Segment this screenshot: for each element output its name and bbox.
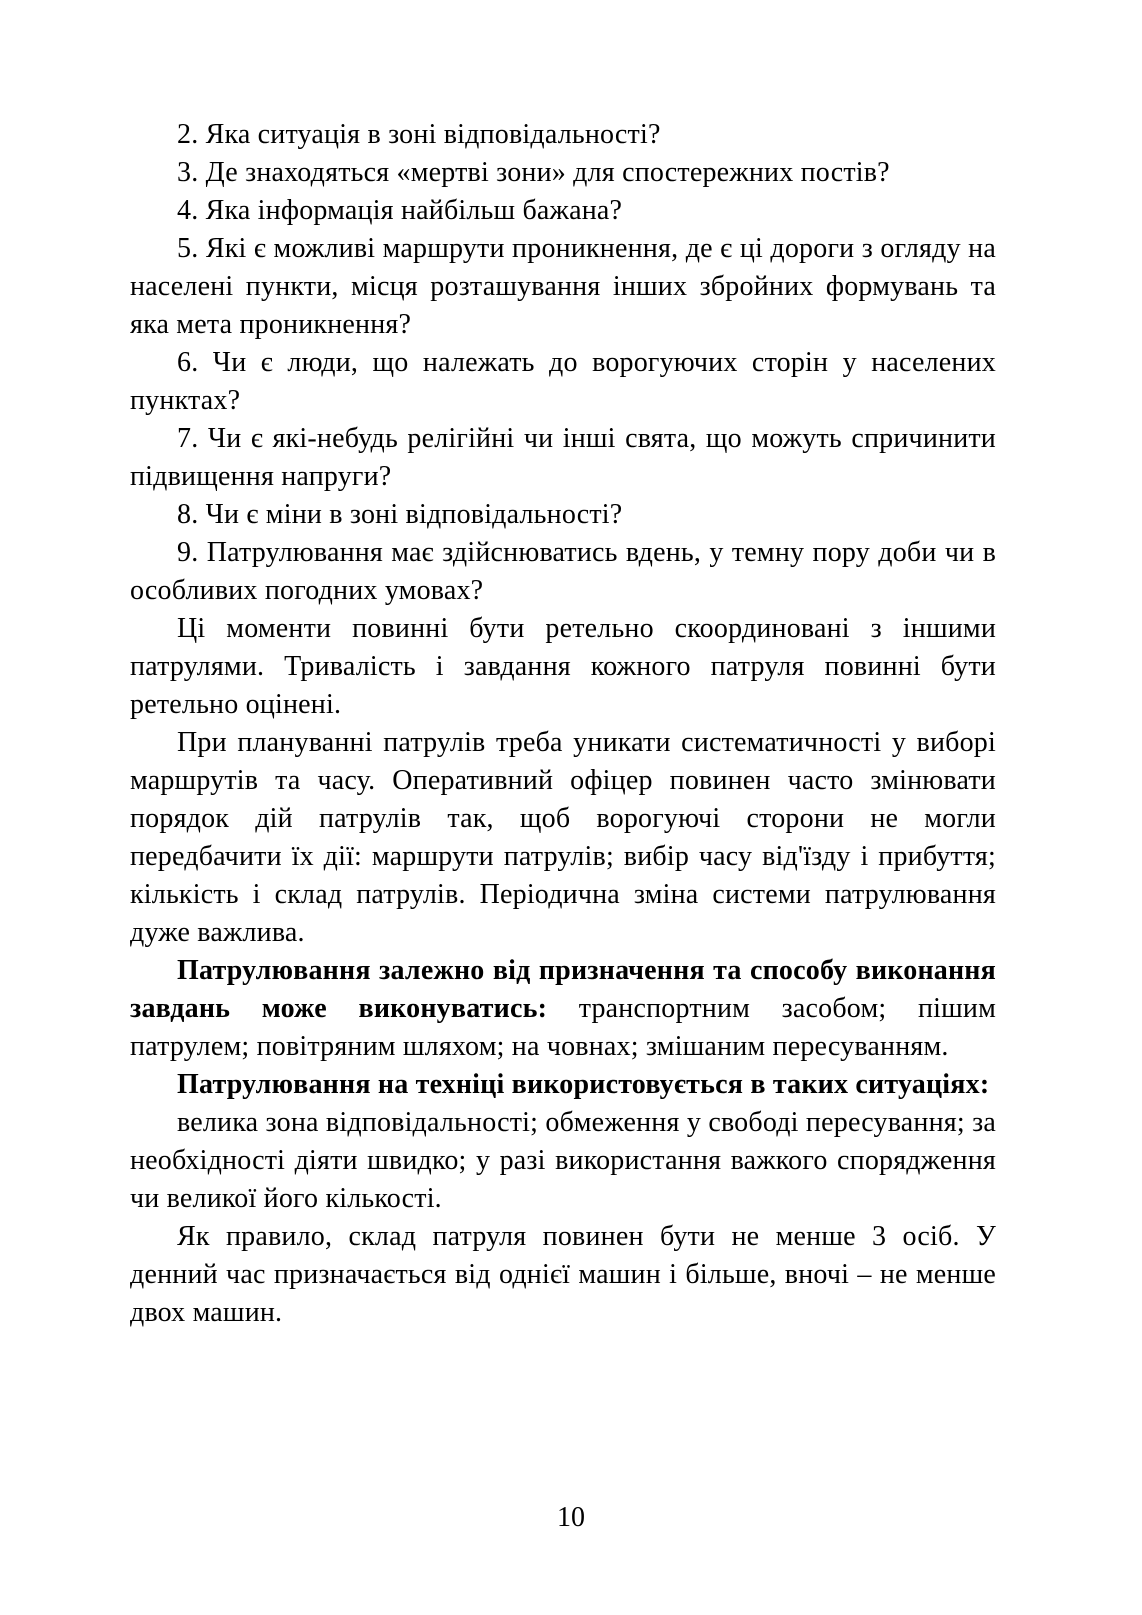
bold-text-run: Патрулювання на техніці використовується в таких ситуаціях: (177, 1069, 990, 1100)
paragraph (130, 154, 996, 192)
text-run: Ці моменти повинні бути ретельно скоординовані з іншими патрулями. Тривалість і завдання кожного патруля повинні бути ретельно оцінені. (130, 613, 996, 720)
text-run: При плануванні патрулів треба уникати систематичності у виборі маршрутів та часу. Оперативний офіцер повинен часто змінювати порядок дій патрулів так, щоб ворогуючі сторони не могли передбачити їх дії: маршрути патрулів; вибір часу від'їзду і прибуття; кількість і склад патрулів. Періодична зміна системи патрулювання дуже важлива. (130, 727, 996, 948)
paragraph (130, 344, 996, 420)
text-run: 2. Яка ситуація в зоні відповідальності? (177, 119, 661, 150)
paragraph (130, 610, 996, 724)
paragraph (130, 1104, 996, 1218)
text-run: 8. Чи є міни в зоні відповідальності? (177, 499, 623, 530)
text-run: 9. Патрулювання має здійснюватись вдень, у темну пору доби чи в особливих погодних умовах? (130, 537, 996, 606)
paragraph (130, 724, 996, 952)
text-run: велика зона відповідальності; обмеження у свободі пересування; за необхідності діяти швидко; у разі використання важкого спорядження чи великої його кількості. (130, 1107, 996, 1214)
paragraph (130, 534, 996, 610)
paragraph (130, 1218, 996, 1332)
paragraph (130, 116, 996, 154)
bold-text-run: Патрулювання залежно від призначення та способу виконання завдань може виконуватись: (130, 955, 996, 1024)
page-content (130, 116, 996, 1332)
text-run: 6. Чи є люди, що належать до ворогуючих сторін у населених пунктах? (130, 347, 996, 416)
text-run: 4. Яка інформація найбільш бажана? (177, 195, 623, 226)
text-run: Як правило, склад патруля повинен бути не менше 3 осіб. У денний час призначається від однієї машин і більше, вночі – не менше двох машин. (130, 1221, 996, 1328)
paragraph (130, 1066, 996, 1104)
paragraph (130, 230, 996, 344)
page-number: 10 (557, 1502, 585, 1533)
paragraph (130, 496, 996, 534)
text-run: 3. Де знаходяться «мертві зони» для спостережних постів? (177, 157, 890, 188)
text-run: 7. Чи є які-небудь релігійні чи інші свята, що можуть спричинити підвищення напруги? (130, 423, 996, 492)
text-run: транспортним засобом; пішим патрулем; повітряним шляхом; на човнах; змішаним пересуванням. (130, 993, 996, 1062)
paragraph (130, 952, 996, 1066)
text-run: 5. Які є можливі маршрути проникнення, де є ці дороги з огляду на населені пункти, місця розташування інших збройних формувань та яка мета проникнення? (130, 233, 996, 340)
paragraph (130, 420, 996, 496)
paragraph (130, 192, 996, 230)
